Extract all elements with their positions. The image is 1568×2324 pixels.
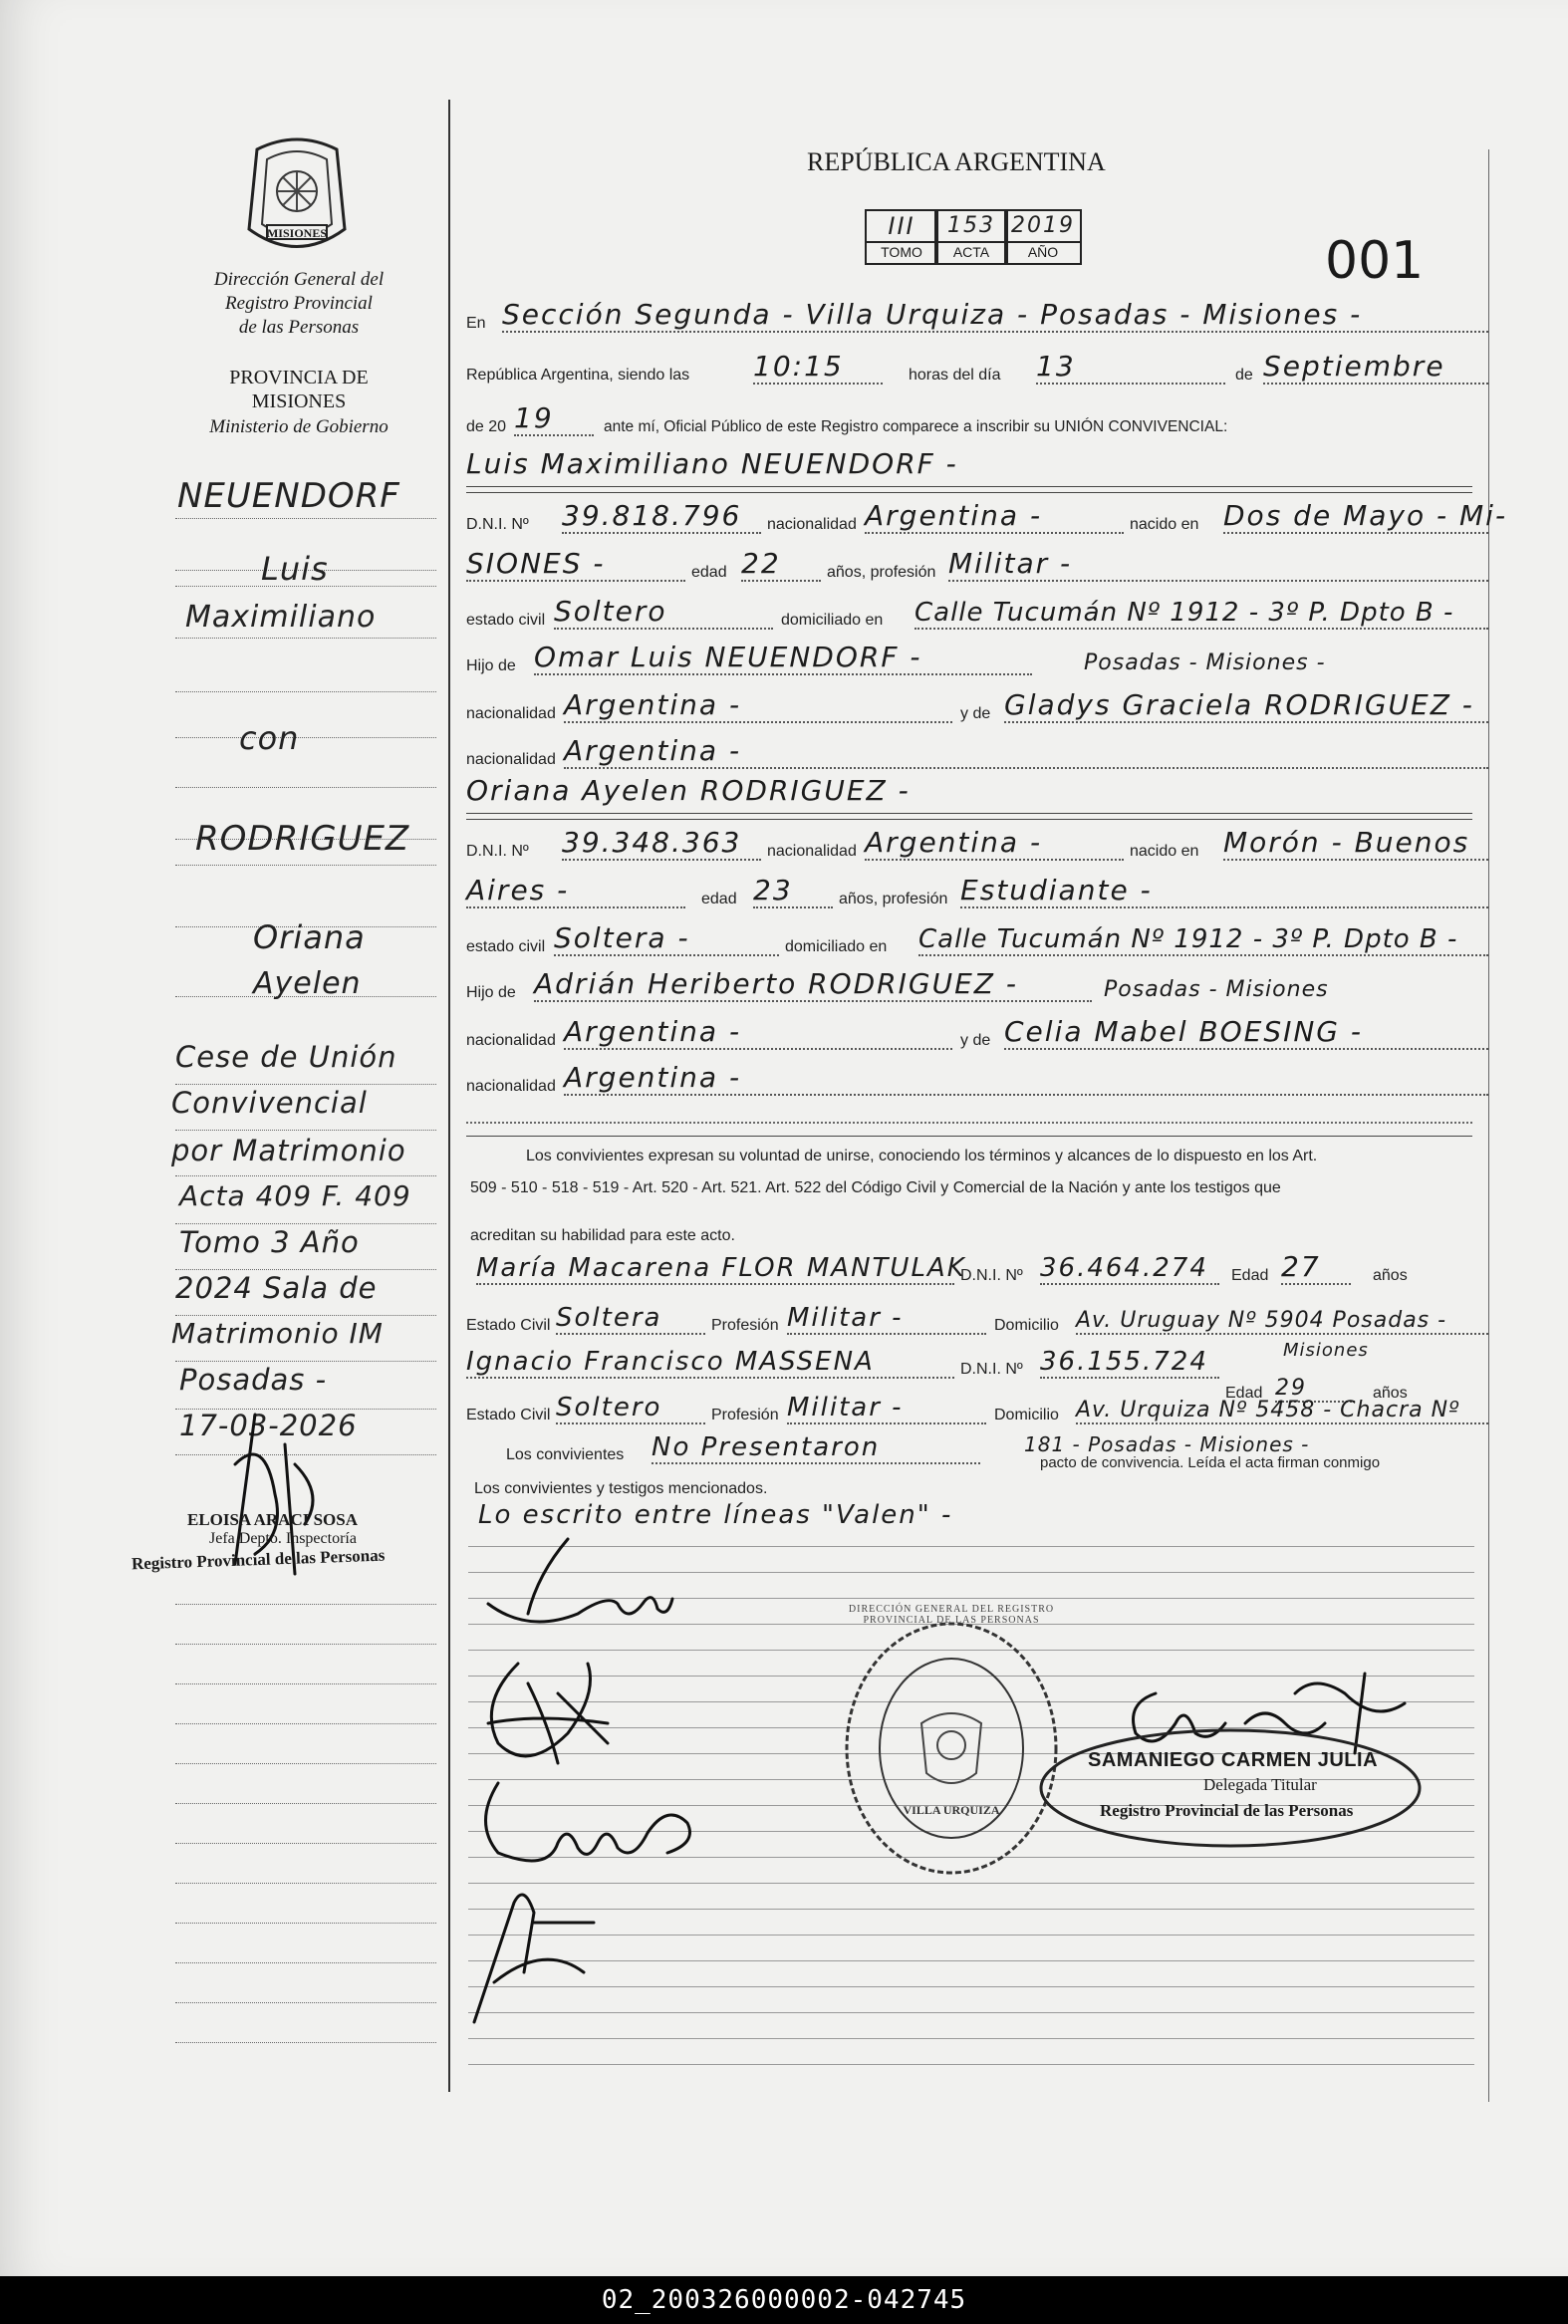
left-margin-line [175,737,436,738]
signature-conviviente-2 [458,1644,648,1783]
signature-testigo-1 [468,1773,727,1873]
p1-civil-label: estado civil [466,612,546,629]
signature-area-line [468,2012,1474,2013]
rule [466,492,1472,493]
note-line-5: Tomo 3 Año [179,1225,360,1259]
province-line-2: MISIONES [251,390,347,412]
t1-edad: 27 [1281,1250,1351,1285]
margin-given-1b: Maximiliano [185,600,377,635]
province-line-1: PROVINCIA DE [229,367,369,388]
office-line-3: de las Personas [238,317,360,338]
hora-value: 10:15 [753,350,883,385]
tomo-value: III [888,212,915,240]
left-margin-line [175,787,436,788]
inspector-stamp-role: Jefa Depto. Inspectoría [209,1530,357,1547]
p2-madre-nac-label: nacionalidad [466,1078,556,1095]
horas-del-dia-label: horas del día [909,367,1001,384]
rule [466,819,1472,820]
anio-value: 2019 [1011,213,1075,238]
row-p1-dni [466,498,1508,538]
left-margin-line [175,865,436,866]
p2-madre-nac: Argentina - [564,1061,1488,1096]
left-margin-line [175,638,436,639]
p2-nacido-label: nacido en [1130,843,1199,860]
row-p1-name [466,444,1488,484]
margin-given-2a: Oriana [253,918,366,956]
signature-area-line [468,1960,1474,1961]
signature-testigo-2 [454,1863,614,2032]
left-margin-line [175,1269,436,1270]
t2-anios-label: años [1373,1385,1408,1402]
row-en [466,297,1488,337]
inspector-stamp-name: ELOISA ARACI SOSA [187,1510,359,1529]
t2-prof: Militar - [787,1393,986,1424]
p2-madre: Celia Mabel BOESING - [1004,1015,1488,1050]
conv-label: Los convivientes [506,1446,625,1463]
p1-padre-nac-label: nacionalidad [466,705,556,722]
t1-anios-label: años [1373,1267,1408,1284]
row-p2-dni [466,825,1488,865]
anio2-value: 19 [514,401,594,436]
left-margin-line [175,1923,436,1924]
emblem-label: MISIONES [266,226,328,240]
margin-divider [448,100,450,2092]
t2-civil-label: Estado Civil [466,1407,551,1423]
note-line-8: Posadas - [179,1363,328,1397]
seal-center-text: VILLA URQUIZA [903,1803,1000,1817]
t2-civil: Soltero [556,1393,705,1424]
row-p2-madre-nac [466,1060,1488,1100]
rule [466,813,1472,814]
row-anio [466,400,1488,440]
p1-madre-nac-label: nacionalidad [466,751,556,768]
acta-box [934,209,1008,265]
p2-hijo-label: Hijo de [466,984,516,1001]
margin-given-1a: Luis [261,550,329,588]
p2-civil-label: estado civil [466,938,546,955]
p2-dni: 39.348.363 [562,826,761,861]
signature-area-line [468,1986,1474,1987]
p2-dom: Calle Tucumán Nº 1912 - 3º P. Dpto B - [918,924,1488,956]
t1-civil-label: Estado Civil [466,1317,551,1334]
t1-prof: Militar - [787,1303,986,1335]
declaration-line-2: 509 - 510 - 518 - 519 - Art. 520 - Art. 521. Art. 522 del Código Civil y Comercial de la Nación y ante los testigos que [470,1179,1281,1196]
official-name: SAMANIEGO CARMEN JULIA [1088,1749,1379,1771]
left-margin-line [175,1130,436,1131]
left-margin-line [175,1723,436,1724]
p1-name: Luis Maximiliano NEUENDORF - [466,447,958,480]
t1-dni-label: D.N.I. Nº [960,1267,1023,1284]
t1-edad-label: Edad [1231,1267,1269,1284]
t1-dom: Av. Uruguay Nº 5904 Posadas - [1076,1308,1488,1335]
de20-label: de 20 [466,418,507,435]
registry-seal-icon [837,1614,1066,1883]
left-margin-line [175,1084,436,1085]
left-margin-line [175,518,436,519]
signature-area-line [468,2064,1474,2065]
p2-y-de-label: y de [960,1032,991,1049]
p2-nac: Argentina - [865,826,1124,861]
t2-edad-label: Edad [1225,1385,1263,1402]
p1-hijo-label: Hijo de [466,657,516,674]
row-p2-civil [466,920,1488,960]
official-role: Delegada Titular [1203,1775,1317,1794]
de-label: de [1235,367,1253,384]
signature-area-line [468,1883,1474,1884]
note-line-3: por Matrimonio [171,1134,406,1167]
record-number: 001 [1325,231,1425,291]
p1-nacido: Dos de Mayo - Mi- [1223,499,1508,532]
final-label: Los convivientes y testigos mencionados. [474,1480,768,1497]
margin-surname-1: NEUENDORF [177,476,400,516]
anio-label: AÑO [1006,241,1080,261]
p2-edad-label: edad [701,891,737,907]
p2-dni-label: D.N.I. Nº [466,843,529,860]
mes-value: Septiembre [1263,350,1488,385]
left-margin-line [175,1683,436,1684]
p1-edad: 22 [741,547,821,582]
acta-value: 153 [947,213,995,238]
left-margin-line [175,1883,436,1884]
t2-dni: 36.155.724 [1040,1347,1219,1379]
t2-edad: 29 [1275,1376,1355,1403]
row-p1-madre-nac [466,733,1488,773]
margin-surname-2: RODRIGUEZ [195,819,410,859]
rule [466,1122,1472,1124]
left-margin-line [175,1843,436,1844]
row-p2-padre [466,966,1488,1006]
ministry: Ministerio de Gobierno [209,416,389,437]
dia-value: 13 [1036,350,1225,385]
t2-name: Ignacio Francisco MASSENA [466,1347,954,1379]
p2-nac-label: nacionalidad [767,843,857,860]
t1-dni: 36.464.274 [1040,1253,1219,1285]
anio-box [1004,209,1082,265]
left-margin-line [175,1315,436,1316]
left-margin-line [175,1962,436,1963]
row-p2-name [466,771,1488,811]
row-p2-madre [466,1014,1488,1054]
rule [466,486,1472,487]
left-margin-line [175,1803,436,1804]
tomo-box [865,209,938,265]
signature-area-line [468,1909,1474,1910]
signature-area-line [468,2038,1474,2039]
p2-padre-nac-label: nacionalidad [466,1032,556,1049]
rule [466,1136,1472,1137]
seal-round-text: DIRECCIÓN GENERAL DEL REGISTRO PROVINCIAL DE LAS PERSONAS [848,1604,1055,1626]
country-title: REPÚBLICA ARGENTINA [807,147,1106,176]
p2-padre-loc: Posadas - Misiones [1104,977,1329,1002]
p2-padre-nac: Argentina - [564,1015,952,1050]
left-margin-line [175,2042,436,2043]
left-margin-line [175,1644,436,1645]
office-line-2: Registro Provincial [225,293,373,314]
note-line-4: Acta 409 F. 409 [179,1179,411,1212]
p1-civil: Soltero [554,595,773,630]
t1-dom-label: Domicilio [994,1317,1059,1334]
p2-nacido: Morón - Buenos [1223,826,1488,861]
left-margin-line [175,2002,436,2003]
p2-civil: Soltera - [554,921,779,956]
row-p1-madre [466,687,1488,727]
row-p1-edad [466,546,1488,586]
p1-dni: 39.818.796 [562,499,761,534]
official-office: Registro Provincial de las Personas [1100,1801,1354,1820]
note-line-6: 2024 Sala de [175,1271,378,1305]
p1-nac: Argentina - [865,499,1124,534]
left-margin-line [175,1223,436,1224]
file-id: 02_200326000002-042745 [601,2285,967,2315]
p1-prof-label: años, profesión [827,564,936,581]
p1-padre-nac: Argentina - [564,688,952,723]
p2-prof-label: años, profesión [839,891,948,907]
row-t1-civil [466,1299,1488,1339]
final-note: Lo escrito entre líneas "Valen" - [478,1500,953,1530]
p1-nacido-label: nacido en [1130,516,1199,533]
row-p2-edad [466,873,1488,912]
p1-dni-label: D.N.I. Nº [466,516,529,533]
en-label: En [466,315,486,332]
p1-madre-nac: Argentina - [564,734,1488,769]
tomo-label: TOMO [867,241,936,261]
p1-dom: Calle Tucumán Nº 1912 - 3º P. Dpto B - [915,598,1488,630]
p1-nacido-cont: SIONES - [466,547,685,582]
p1-prof: Militar - [948,547,1488,582]
note-line-9: 17-03-2026 [179,1409,358,1442]
p1-y-de-label: y de [960,705,991,722]
pacto-text: pacto de convivencia. Leída el acta firman conmigo [1040,1454,1381,1471]
en-value: Sección Segunda - Villa Urquiza - Posadas - Misiones - [502,298,1488,333]
row-t1 [466,1249,1488,1289]
conv-value: No Presentaron [652,1432,980,1464]
p1-padre-loc: Posadas - Misiones - [1084,650,1326,675]
p1-edad-label: edad [691,564,727,581]
note-line-2: Convivencial [171,1086,368,1120]
left-margin-line [175,1604,436,1605]
p2-padre: Adrián Heriberto RODRIGUEZ - [534,967,1092,1002]
margin-con: con [239,719,300,757]
p1-dom-label: domiciliado en [781,612,884,629]
acta-label: ACTA [936,241,1006,261]
row-hora [466,349,1488,388]
t1-name: María Macarena FLOR MANTULAK [476,1253,966,1283]
p2-name: Oriana Ayelen RODRIGUEZ - [466,774,911,807]
row-final-note [466,1494,1488,1534]
left-margin-line [175,1361,436,1362]
rep-label: República Argentina, siendo las [466,367,690,384]
row-p1-civil [466,594,1488,634]
t1-prof-label: Profesión [711,1317,779,1334]
p1-madre: Gladys Graciela RODRIGUEZ - [1004,688,1488,723]
left-margin-line [175,1763,436,1764]
file-id-bar [0,2276,1568,2324]
signature-area-line [468,1935,1474,1936]
margin-given-2b: Ayelen [253,966,362,1001]
p1-nac-label: nacionalidad [767,516,857,533]
row-p1-padre [466,640,1488,679]
left-margin-line [175,691,436,692]
right-border [1488,149,1489,2102]
t2-dom: Av. Urquiza Nº 5458 - Chacra Nº [1076,1398,1488,1424]
row-t2-civil [466,1389,1488,1428]
conv-dom-cont: 181 - Posadas - Misiones - [1024,1432,1310,1456]
t2-dni-label: D.N.I. Nº [960,1361,1023,1378]
note-line-1: Cese de Unión [175,1040,397,1074]
office-line-1: Dirección General del [213,269,385,290]
p2-prof: Estudiante - [960,874,1488,908]
p2-nacido-cont: Aires - [466,874,685,908]
declaration-line-1: Los convivientes expresan su voluntad de unirse, conociendo los términos y alcances de lo dispuesto en los Art. [526,1148,1318,1164]
signature-conviviente-1 [468,1534,697,1644]
note-line-7: Matrimonio IM [171,1317,384,1350]
inspector-stamp-office: Registro Provincial de las Personas [131,1545,386,1574]
t2-prof-label: Profesión [711,1407,779,1423]
p2-dom-label: domiciliado en [785,938,888,955]
t2-loc: Misiones [1283,1340,1369,1361]
p1-padre: Omar Luis NEUENDORF - [534,641,1032,675]
p2-edad: 23 [753,874,833,908]
left-margin-line [175,1175,436,1176]
t1-civil: Soltera [556,1303,705,1335]
ante-mi-text: ante mí, Oficial Público de este Registro comparece a inscribir su UNIÓN CONVIVENCIAL: [604,418,1228,435]
t2-dom-label: Domicilio [994,1407,1059,1423]
declaration-line-3: acreditan su habilidad para este acto. [470,1227,735,1244]
